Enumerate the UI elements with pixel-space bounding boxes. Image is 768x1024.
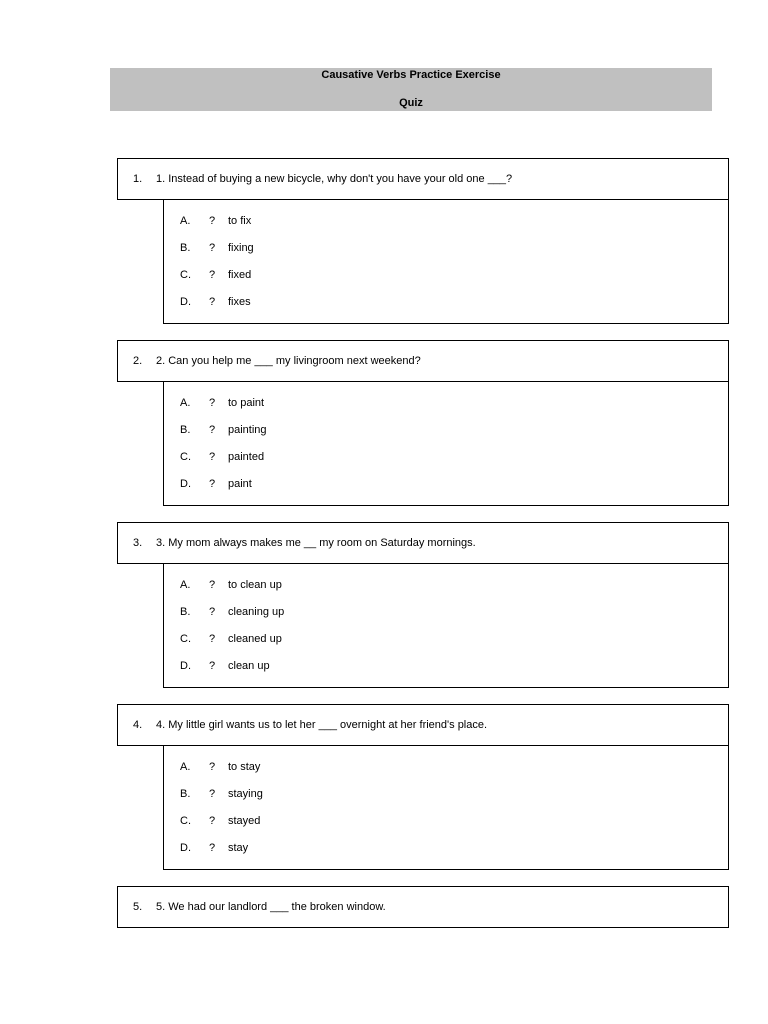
option-radio-icon[interactable]: ? — [209, 424, 216, 436]
option-radio-icon[interactable]: ? — [209, 815, 216, 827]
option-letter: B. — [180, 424, 191, 436]
page-subtitle: Quiz — [399, 97, 423, 109]
option-text: fixed — [228, 269, 252, 281]
question-5 — [117, 886, 729, 928]
option-text: fixes — [228, 296, 251, 308]
option-radio-icon[interactable]: ? — [209, 451, 216, 463]
question-2-options — [163, 382, 729, 506]
option-letter: C. — [180, 269, 191, 281]
option-letter: B. — [180, 788, 191, 800]
question-text: 3. My mom always makes me __ my room on Saturday mornings. — [156, 537, 476, 549]
option-radio-icon[interactable]: ? — [209, 269, 216, 281]
option-text: painted — [228, 451, 265, 463]
question-3-options — [163, 564, 729, 688]
option-letter: C. — [180, 451, 191, 463]
option-text: stayed — [228, 815, 261, 827]
question-1-options — [163, 200, 729, 324]
option-radio-icon[interactable]: ? — [209, 579, 216, 591]
option-text: to fix — [228, 215, 252, 227]
question-1 — [117, 158, 729, 200]
option-text: cleaning up — [228, 606, 285, 618]
option-text: to stay — [228, 761, 261, 773]
question-2 — [117, 340, 729, 382]
option-text: to paint — [228, 397, 265, 409]
option-radio-icon[interactable]: ? — [209, 242, 216, 254]
option-text: stay — [228, 842, 249, 854]
question-text: 2. Can you help me ___ my livingroom next weekend? — [156, 355, 421, 367]
option-radio-icon[interactable]: ? — [209, 660, 216, 672]
quiz-header — [110, 68, 712, 111]
option-radio-icon[interactable]: ? — [209, 633, 216, 645]
option-letter: C. — [180, 815, 191, 827]
question-number: 1. — [133, 173, 143, 185]
option-letter: A. — [180, 579, 191, 591]
option-letter: D. — [180, 842, 191, 854]
option-letter: D. — [180, 660, 191, 672]
option-letter: C. — [180, 633, 191, 645]
option-letter: D. — [180, 478, 191, 490]
question-number: 5. — [133, 901, 143, 913]
option-letter: D. — [180, 296, 191, 308]
option-radio-icon[interactable]: ? — [209, 606, 216, 618]
question-text: 1. Instead of buying a new bicycle, why don't you have your old one ___? — [156, 173, 513, 185]
option-letter: A. — [180, 761, 191, 773]
option-radio-icon[interactable]: ? — [209, 842, 216, 854]
question-3 — [117, 522, 729, 564]
option-text: painting — [228, 424, 267, 436]
question-4 — [117, 704, 729, 746]
option-text: staying — [228, 788, 263, 800]
option-text: cleaned up — [228, 633, 282, 645]
option-letter: B. — [180, 606, 191, 618]
question-number: 4. — [133, 719, 143, 731]
option-letter: A. — [180, 215, 191, 227]
page-title: Causative Verbs Practice Exercise — [321, 69, 501, 81]
option-radio-icon[interactable]: ? — [209, 788, 216, 800]
option-radio-icon[interactable]: ? — [209, 478, 216, 490]
option-radio-icon[interactable]: ? — [209, 215, 216, 227]
option-text: fixing — [228, 242, 254, 254]
question-number: 2. — [133, 355, 143, 367]
option-letter: A. — [180, 397, 191, 409]
question-number: 3. — [133, 537, 143, 549]
option-text: to clean up — [228, 579, 282, 591]
option-text: clean up — [228, 660, 270, 672]
option-radio-icon[interactable]: ? — [209, 397, 216, 409]
question-text: 4. My little girl wants us to let her ___ overnight at her friend's place. — [156, 719, 488, 731]
option-radio-icon[interactable]: ? — [209, 296, 216, 308]
question-text: 5. We had our landlord ___ the broken window. — [156, 901, 386, 913]
option-radio-icon[interactable]: ? — [209, 761, 216, 773]
option-letter: B. — [180, 242, 191, 254]
question-4-options — [163, 746, 729, 870]
option-text: paint — [228, 478, 252, 490]
